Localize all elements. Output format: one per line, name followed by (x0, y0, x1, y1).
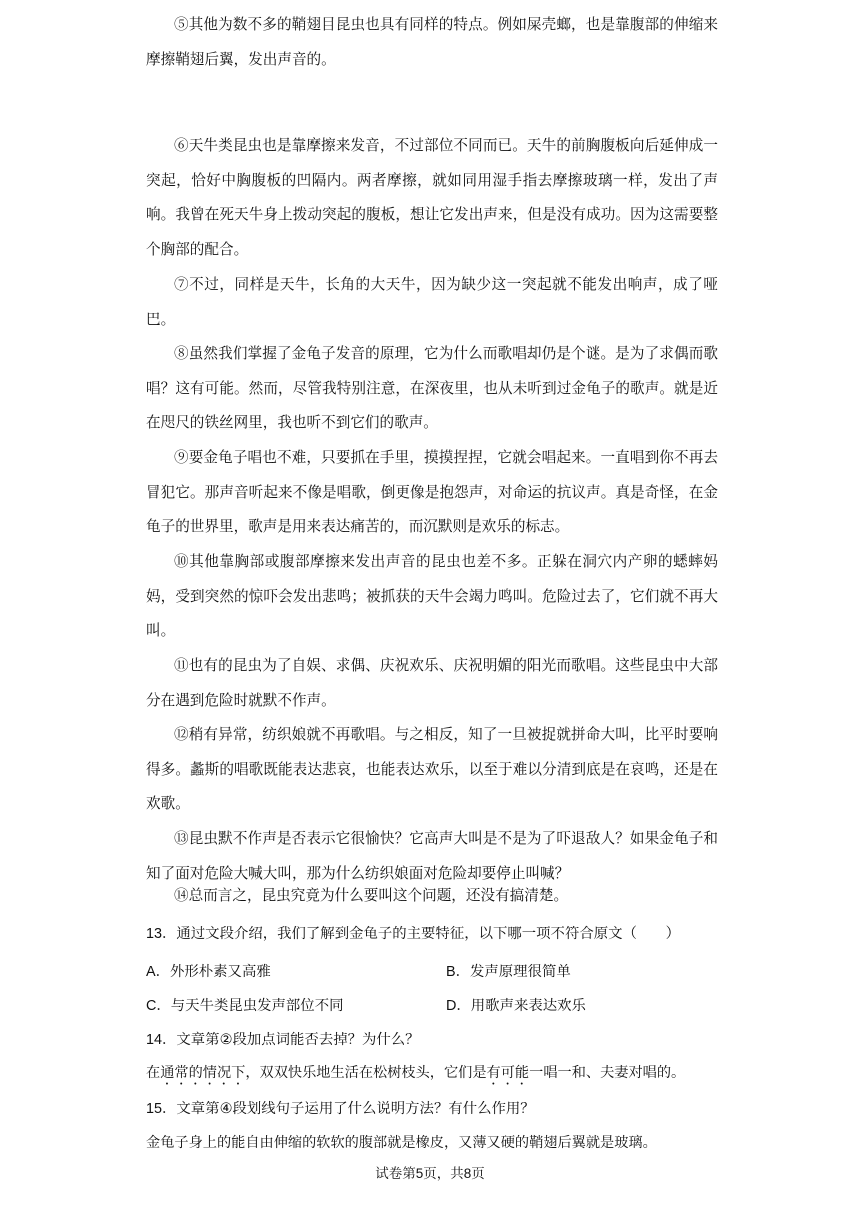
q13-option-d: D．用歌声来表达欢乐 (446, 998, 586, 1014)
q13-option-b: B．发声原理很简单 (446, 964, 571, 980)
paragraph-13: ⑬昆虫默不作声是否表示它很愉快？它高声大叫是不是为了吓退敌人？如果金龟子和知了面对危险大喊大叫，那为什么纺织娘面对危险却要停止叫喊？ (146, 830, 718, 882)
paragraph-6: ⑥天牛类昆虫也是靠摩擦来发音，不过部位不同而已。天牛的前胸腹板向后延伸成一突起，恰好中胸腹板的凹隔内。两者摩擦，就如同用湿手指去摩擦玻璃一样，发出了声响。我曾在死天牛身上拨动突起的腹板，想让它发出声来，但是没有成功。因为这需要整个胸部的配合。 (146, 137, 718, 258)
question-13-stem: 13．通过文段介绍，我们了解到金龟子的主要特征，以下哪一项不符合原文（ ） (146, 926, 681, 942)
q14-dotted-word-1: 通常的情况下 (160, 1065, 246, 1081)
q14-sentence-part: 一唱一和、夫妻对唱的。 (529, 1065, 686, 1081)
q13-option-a: A．外形朴素又高雅 (146, 964, 271, 980)
question-14-stem: 14．文章第②段加点词能否去掉？为什么？ (146, 1032, 420, 1048)
q13-option-c: C．与天牛类昆虫发声部位不同 (146, 998, 344, 1014)
q15-sentence: 金龟子身上的能自由伸缩的软软的腹部就是橡皮，又薄又硬的鞘翅后翼就是玻璃。 (146, 1135, 657, 1151)
paragraph-9: ⑨要金龟子唱也不难，只要抓在手里，摸摸捏捏，它就会唱起来。一直唱到你不再去冒犯它。那声音听起来不像是唱歌，倒更像是抱怨声，对命运的抗议声。真是奇怪，在金龟子的世界里，歌声是用来表达痛苦的，而沉默则是欢乐的标志。 (146, 449, 718, 535)
q14-sentence (146, 1063, 746, 1088)
paragraph-7: ⑦不过，同样是天牛，长角的大天牛，因为缺少这一突起就不能发出响声，成了哑巴。 (146, 276, 718, 328)
paragraph-10: ⑩其他靠胸部或腹部摩擦来发出声音的昆虫也差不多。正躲在洞穴内产卵的蟋蟀妈妈，受到突然的惊吓会发出悲鸣；被抓获的天牛会竭力鸣叫。危险过去了，它们就不再大叫。 (146, 553, 718, 639)
question-15-stem: 15．文章第④段划线句子运用了什么说明方法？有什么作用？ (146, 1101, 535, 1117)
paragraph-11: ⑪也有的昆虫为了自娱、求偶、庆祝欢乐、庆祝明媚的阳光而歌唱。这些昆虫中大部分在遇到危险时就默不作声。 (146, 657, 718, 709)
paragraph-12: ⑫稍有异常，纺织娘就不再歌唱。与之相反，知了一旦被捉就拼命大叫，比平时要响得多。蠡斯的唱歌既能表达悲哀，也能表达欢乐，以至于难以分清到底是在哀鸣，还是在欢歌。 (146, 726, 718, 812)
paragraph-8: ⑧虽然我们掌握了金龟子发音的原理，它为什么而歌唱却仍是个谜。是为了求偶而歌唱？这有可能。然而，尽管我特别注意，在深夜里，也从未听到过金龟子的歌声。就是近在咫尺的铁丝网里，我也听不到它们的歌声。 (146, 345, 718, 431)
q14-dotted-word-2: 有可能 (486, 1065, 530, 1081)
paragraph-5: ⑤其他为数不多的鞘翅目昆虫也具有同样的特点。例如屎壳螂，也是靠腹部的伸缩来摩擦鞘翅后翼，发出声音的。 (146, 16, 718, 68)
paragraph-14: ⑭总而言之，昆虫究竟为什么要叫这个问题，还没有搞清楚。 (174, 887, 569, 904)
q14-sentence-part: ，双双快乐地生活在松树枝头，它们是 (245, 1065, 487, 1081)
page-footer: 试卷第5页，共8页 (375, 1166, 485, 1181)
q14-sentence-part: 在 (146, 1065, 161, 1081)
